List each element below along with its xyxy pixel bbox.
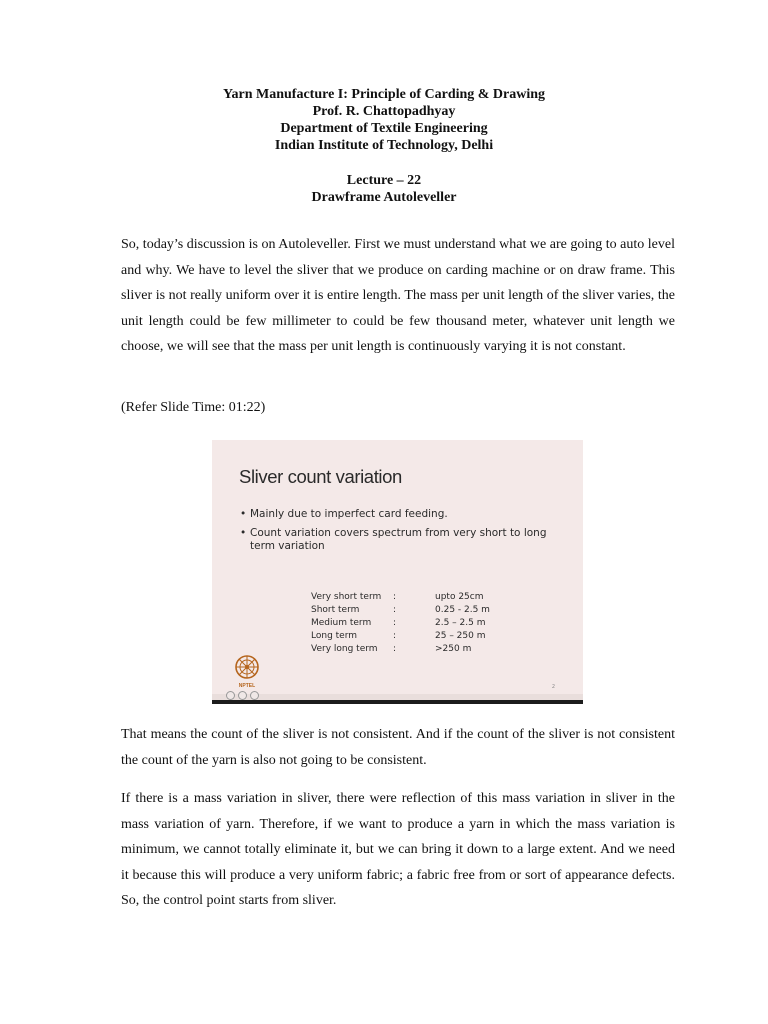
player-control-icon[interactable] <box>238 691 247 700</box>
logo-text: NPTEL <box>238 683 256 689</box>
paragraph-intro: So, today’s discussion is on Autoleveller. First we must understand what we are going to auto level and why. We have to level the sliver that we produce on carding machine or on draw frame. This sliver is not really uniform over it is entire length. The mass per unit length of the sliver varies, the unit length could be few millimeter to could be few thousand meter, whatever unit length we choose, we will see that the mass per unit length is continuously varying it is not constant. <box>121 237 675 354</box>
range-cell: >250 m <box>435 644 472 654</box>
slide-bullet-list <box>240 508 560 559</box>
professor-name: Prof. R. Chattopadhyay <box>312 104 456 119</box>
player-control-icon[interactable] <box>250 691 259 700</box>
slide-time-reference: (Refer Slide Time: 01:22) <box>121 400 266 415</box>
slide-player-controls <box>226 691 259 700</box>
term-cell: Short term <box>311 605 360 615</box>
slide-bullet <box>240 508 560 521</box>
separator-cell: : <box>393 592 397 602</box>
slide-title: Sliver count variation <box>239 466 402 487</box>
bullet-icon: • <box>240 527 247 539</box>
paragraph-count-consistency: That means the count of the sliver is not consistent. And if the count of the sliver is not consistent the count of the yarn is also not going to be consistent. <box>121 727 675 768</box>
bullet-text: Mainly due to imperfect card feeding. <box>250 508 448 520</box>
department-name: Department of Textile Engineering <box>280 121 488 136</box>
variation-table <box>311 591 490 656</box>
term-cell: Very short term <box>311 592 382 602</box>
paragraph-mass-variation: If there is a mass variation in sliver, there were reflection of this mass variation in sliver in the mass variation of yarn. Therefore, if we want to produce a yarn in which the mass variation is minimum, we cannot totally eliminate it, but we can bring it down to a large extent. And we need it because this will produce a very uniform fabric; a fabric free from or sort of appearance defects. So, the control point starts from sliver. <box>121 791 675 908</box>
range-cell: 2.5 – 2.5 m <box>435 618 486 628</box>
table-row <box>311 630 490 643</box>
term-cell: Long term <box>311 631 358 641</box>
document-header <box>0 86 768 154</box>
bullet-text: Count variation covers spectrum from very short to long term variation <box>250 527 547 552</box>
lecture-number: Lecture – 22 <box>346 173 422 188</box>
slide-bottom-edge <box>212 700 583 704</box>
range-cell: 0.25 - 2.5 m <box>435 605 490 615</box>
lecture-heading <box>0 172 768 206</box>
course-title: Yarn Manufacture I: Principle of Carding & Drawing <box>222 87 546 102</box>
slide-page-number: 2 <box>551 684 555 690</box>
bullet-icon: • <box>240 508 247 520</box>
nptel-logo-icon <box>232 654 262 690</box>
lecture-title: Drawframe Autoleveller <box>311 190 457 205</box>
table-row <box>311 617 490 630</box>
separator-cell: : <box>393 644 397 654</box>
separator-cell: : <box>393 618 397 628</box>
table-row <box>311 604 490 617</box>
table-row <box>311 591 490 604</box>
slide-bullet <box>240 527 560 553</box>
range-cell: upto 25cm <box>435 592 484 602</box>
institute-name: Indian Institute of Technology, Delhi <box>274 138 494 153</box>
separator-cell: : <box>393 605 397 615</box>
range-cell: 25 – 250 m <box>435 631 486 641</box>
lecture-slide-image <box>212 440 583 704</box>
player-control-icon[interactable] <box>226 691 235 700</box>
table-row <box>311 643 490 656</box>
term-cell: Very long term <box>311 644 378 654</box>
separator-cell: : <box>393 631 397 641</box>
term-cell: Medium term <box>311 618 372 628</box>
